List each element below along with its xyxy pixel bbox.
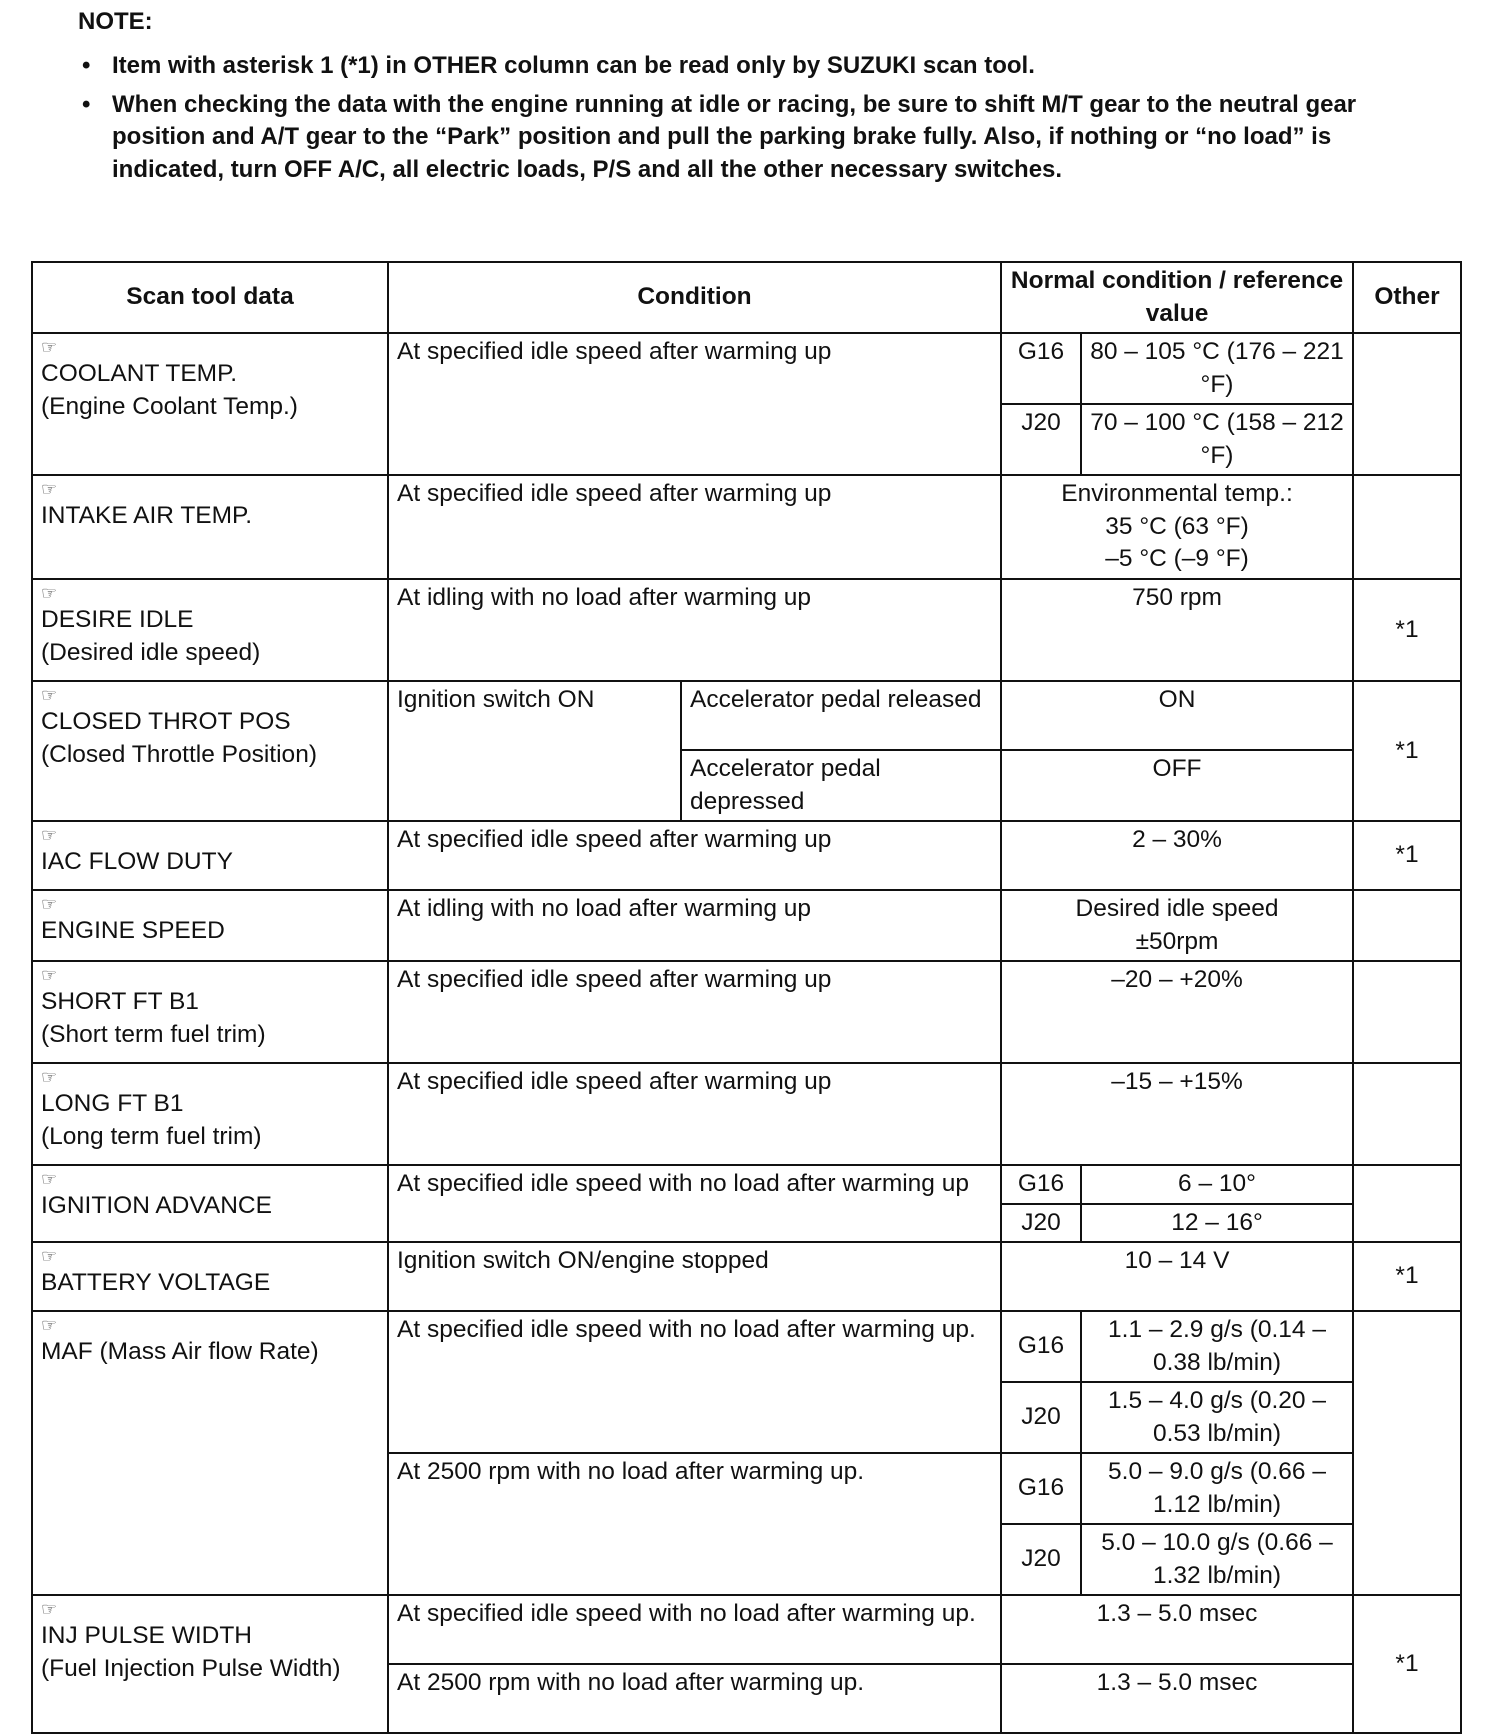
item-name: CLOSED THROT POS [41,708,291,735]
scan-cell-iac-flow-duty [32,821,388,890]
sub-condition-cell: Accelerator pedal depressed [681,750,1001,821]
header-condition: Condition [388,262,1001,333]
scan-cell-inj-pulse-width [32,1595,388,1733]
item-name: BATTERY VOLTAGE [41,1269,271,1296]
reference-value: 70 – 100 °C (158 – 212 °F) [1081,404,1353,475]
scan-cell-battery-voltage [32,1242,388,1311]
table-row [32,961,1461,1063]
engine-label-g16: G16 [1001,1453,1081,1524]
reference-value-line: –5 °C (–9 °F) [1105,545,1249,572]
item-subtitle: (Engine Coolant Temp.) [41,392,298,420]
condition-cell: At specified idle speed after warming up [388,475,1001,579]
note-bullet: • Item with asterisk 1 (*1) in OTHER column can be read only by SUZUKI scan tool. [112,50,1418,83]
item-subtitle: (Long term fuel trim) [41,1122,262,1150]
engine-label-j20: J20 [1001,404,1081,475]
reference-hand-icon: ☞ [41,685,58,705]
reference-hand-icon: ☞ [41,825,58,845]
scan-cell-ignition-advance [32,1165,388,1242]
reference-value: 750 rpm [1001,579,1353,681]
condition-cell: At 2500 rpm with no load after warming up. [388,1453,1001,1595]
item-name: INJ PULSE WIDTH [41,1622,252,1649]
item-name: MAF (Mass Air flow Rate) [41,1338,319,1365]
condition-cell: At specified idle speed after warming up [388,1063,1001,1165]
reference-value: 1.5 – 4.0 g/s (0.20 – 0.53 lb/min) [1081,1382,1353,1453]
note-list [78,50,1418,186]
reference-hand-icon: ☞ [41,337,58,357]
condition-cell: At idling with no load after warming up [388,890,1001,961]
table-header-row [32,262,1461,333]
table-row [32,1595,1461,1664]
note-section [78,8,1418,192]
scan-cell-short-ft-b1 [32,961,388,1063]
condition-cell: At specified idle speed with no load after warming up [388,1165,1001,1242]
other-cell: *1 [1353,821,1461,890]
scan-tool-data-table [31,261,1462,1734]
item-name: LONG FT B1 [41,1090,184,1117]
item-name: COOLANT TEMP. [41,360,238,387]
reference-hand-icon: ☞ [41,583,58,603]
item-subtitle: (Closed Throttle Position) [41,740,317,768]
scan-cell-intake-air-temp [32,475,388,579]
other-cell [1353,333,1461,475]
reference-value: 2 – 30% [1001,821,1353,890]
engine-label-g16: G16 [1001,1165,1081,1204]
header-other: Other [1353,262,1461,333]
item-name: IGNITION ADVANCE [41,1192,272,1219]
other-cell [1353,1311,1461,1595]
reference-value [1001,890,1353,961]
table-row [32,475,1461,579]
other-cell [1353,475,1461,579]
table-row [32,821,1461,890]
item-name: ENGINE SPEED [41,917,225,944]
reference-value: 80 – 105 °C (176 – 221 °F) [1081,333,1353,404]
table-row [32,579,1461,681]
condition-cell: At specified idle speed after warming up [388,821,1001,890]
engine-label-j20: J20 [1001,1524,1081,1595]
other-cell [1353,1165,1461,1242]
reference-value: 5.0 – 9.0 g/s (0.66 – 1.12 lb/min) [1081,1453,1353,1524]
reference-value-line: Desired idle speed [1075,895,1279,922]
engine-label-j20: J20 [1001,1204,1081,1243]
sub-condition-cell: Accelerator pedal released [681,681,1001,750]
reference-value: 1.1 – 2.9 g/s (0.14 – 0.38 lb/min) [1081,1311,1353,1382]
item-subtitle: (Fuel Injection Pulse Width) [41,1654,341,1682]
reference-value: 1.3 – 5.0 msec [1001,1595,1353,1664]
reference-hand-icon: ☞ [41,1169,58,1189]
reference-hand-icon: ☞ [41,965,58,985]
scan-cell-long-ft-b1 [32,1063,388,1165]
other-cell: *1 [1353,579,1461,681]
scan-cell-coolant-temp [32,333,388,475]
note-bullet: • When checking the data with the engine running at idle or racing, be sure to shift M/T gear to the neutral gear position and A/T gear to the “Park” position and pull the parking brake fully. Also, if nothing or “no load” is indicated, turn OFF A/C, all electric loads, P/S and all the other necessary switches. [112,89,1418,187]
reference-hand-icon: ☞ [41,479,58,499]
table-row [32,1063,1461,1165]
reference-value: ON [1001,681,1353,750]
item-subtitle: (Desired idle speed) [41,638,261,666]
header-scan-tool-data: Scan tool data [32,262,388,333]
reference-value [1001,475,1353,579]
reference-value: 12 – 16° [1081,1204,1353,1243]
condition-cell: At specified idle speed with no load after warming up. [388,1595,1001,1664]
condition-cell: At specified idle speed after warming up [388,961,1001,1063]
reference-value: 6 – 10° [1081,1165,1353,1204]
engine-label-g16: G16 [1001,333,1081,404]
reference-hand-icon: ☞ [41,1246,58,1266]
reference-hand-icon: ☞ [41,894,58,914]
item-subtitle: (Short term fuel trim) [41,1020,266,1048]
table-row [32,1165,1461,1204]
table-row [32,890,1461,961]
scan-cell-closed-throt-pos [32,681,388,821]
table-row [32,1242,1461,1311]
scan-cell-desire-idle [32,579,388,681]
scan-cell-engine-speed [32,890,388,961]
reference-value: –20 – +20% [1001,961,1353,1063]
condition-cell: At specified idle speed with no load after warming up. [388,1311,1001,1453]
condition-cell: Ignition switch ON/engine stopped [388,1242,1001,1311]
reference-value: OFF [1001,750,1353,821]
reference-value-line: 35 °C (63 °F) [1105,512,1249,540]
reference-value-line: Environmental temp.: [1061,480,1293,507]
other-cell: *1 [1353,1242,1461,1311]
reference-hand-icon: ☞ [41,1315,58,1335]
reference-hand-icon: ☞ [41,1599,58,1619]
reference-hand-icon: ☞ [41,1067,58,1087]
condition-cell: At 2500 rpm with no load after warming up. [388,1664,1001,1733]
reference-value-line: ±50rpm [1135,927,1219,955]
reference-value: –15 – +15% [1001,1063,1353,1165]
reference-value: 10 – 14 V [1001,1242,1353,1311]
other-cell [1353,890,1461,961]
engine-label-g16: G16 [1001,1311,1081,1382]
reference-value: 5.0 – 10.0 g/s (0.66 – 1.32 lb/min) [1081,1524,1353,1595]
item-name: DESIRE IDLE [41,606,194,633]
item-name: INTAKE AIR TEMP. [41,502,253,529]
engine-label-j20: J20 [1001,1382,1081,1453]
other-cell: *1 [1353,1595,1461,1733]
header-normal-condition: Normal condition / reference value [1001,262,1353,333]
reference-value: 1.3 – 5.0 msec [1001,1664,1353,1733]
table-row [32,333,1461,404]
other-cell [1353,961,1461,1063]
condition-cell: At specified idle speed after warming up [388,333,1001,475]
table-row [32,681,1461,750]
note-title: NOTE: [78,8,153,35]
condition-cell: At idling with no load after warming up [388,579,1001,681]
other-cell: *1 [1353,681,1461,821]
scan-cell-maf [32,1311,388,1595]
item-name: SHORT FT B1 [41,988,199,1015]
item-name: IAC FLOW DUTY [41,848,233,875]
other-cell [1353,1063,1461,1165]
table-row [32,1311,1461,1382]
condition-cell: Ignition switch ON [388,681,681,821]
